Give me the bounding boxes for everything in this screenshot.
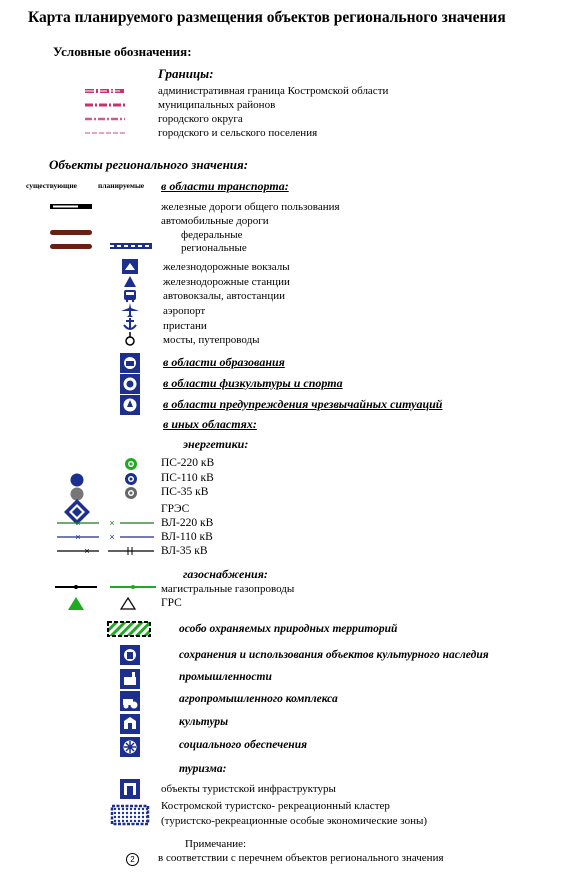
agro-icon — [120, 691, 140, 711]
gas-pipe-label: магистральные газопроводы — [161, 583, 295, 595]
gas-pipe-planned-line — [110, 584, 156, 590]
tourism-cluster-symbol — [109, 803, 151, 827]
gas-pipe-existing-line — [55, 584, 97, 590]
ps110-existing-icon — [70, 473, 84, 487]
protected-area-symbol — [107, 621, 151, 637]
svg-text:×: × — [109, 518, 115, 528]
social-label: социального обеспечения — [179, 739, 308, 751]
rail-stop-icon — [124, 275, 136, 287]
ps220-planned-icon — [124, 457, 138, 471]
emergency-label: в области предупреждения чрезвычайных ситуаций — [163, 397, 443, 411]
vl35-planned-line — [108, 546, 154, 556]
roads-label: автомобильные дороги — [161, 215, 269, 227]
heritage-label: сохранения и использования объектов культурного наследия — [179, 649, 489, 661]
note-text: в соответствии с перечнем объектов регионального значения — [158, 852, 444, 864]
culture-label: культуры — [179, 716, 229, 728]
agro-label: агропромышленного комплекса — [179, 693, 338, 705]
svg-text:×: × — [75, 532, 81, 542]
tourism-infra-label: объекты туристской инфраструктуры — [161, 783, 336, 795]
bus-station-icon — [124, 290, 136, 302]
border-city-label: городского округа — [158, 113, 243, 125]
airport-label: аэропорт — [163, 305, 206, 317]
border-settlement-label: городского и сельского поселения — [158, 127, 318, 139]
page-title: Карта планируемого размещения объектов регионального значения — [28, 9, 506, 26]
rail-station-icon — [122, 259, 138, 274]
border-line-city — [85, 116, 125, 122]
sport-label: в области физкультуры и спорта — [163, 376, 343, 390]
borders-heading: Границы: — [158, 66, 214, 81]
svg-text:×: × — [84, 546, 90, 556]
federal-road-label: федеральные — [181, 229, 243, 241]
federal-road-symbol — [50, 230, 92, 236]
vl220-label: ВЛ-220 кВ — [161, 517, 214, 529]
vl110-existing-line — [57, 532, 99, 542]
vl220-existing-line — [57, 518, 99, 528]
tourism-cluster-sublabel: (туристско-рекреационные особые экономические зоны) — [161, 815, 428, 827]
pier-label: пристани — [163, 320, 207, 332]
bus-station-label: автовокзалы, автостанции — [163, 290, 285, 302]
bridge-label: мосты, путепроводы — [163, 334, 260, 346]
svg-text:×: × — [109, 532, 115, 542]
tourism-heading: туризма: — [179, 763, 227, 775]
column-planned: планируемые — [98, 181, 145, 190]
border-line-district — [85, 102, 125, 108]
ps110-label: ПС-110 кВ — [161, 472, 214, 484]
transport-heading: в области транспорта: — [161, 179, 289, 193]
education-label: в области образования — [163, 355, 285, 369]
note-heading: Примечание: — [185, 838, 247, 850]
column-existing: существующие — [26, 181, 78, 190]
social-icon — [120, 737, 140, 757]
airport-icon — [121, 303, 139, 317]
ps110-planned-icon — [124, 472, 138, 486]
rail-stop-label: железнодорожные станции — [163, 276, 290, 288]
ps220-label: ПС-220 кВ — [161, 457, 215, 469]
emergency-icon — [120, 395, 140, 415]
energy-heading: энергетики: — [183, 437, 249, 451]
regional-road-existing-symbol — [50, 244, 92, 250]
grs-existing-icon — [68, 597, 84, 610]
culture-icon — [120, 714, 140, 734]
sport-icon — [120, 374, 140, 394]
grs-planned-icon — [120, 597, 136, 610]
svg-text:×: × — [75, 518, 81, 528]
border-line-oblast — [85, 88, 125, 94]
ps35-planned-icon — [124, 486, 138, 500]
border-district-label: муниципальных районов — [158, 99, 276, 111]
grs-label: ГРС — [161, 597, 182, 609]
ps35-label: ПС-35 кВ — [161, 486, 209, 498]
gres-label: ГРЭС — [161, 503, 190, 515]
pier-icon — [123, 317, 137, 331]
bridge-icon — [124, 332, 136, 346]
border-oblast-label: административная граница Костромской области — [158, 85, 389, 97]
heritage-icon — [120, 645, 140, 665]
railway-symbol — [50, 203, 92, 211]
education-icon — [120, 353, 140, 373]
other-heading: в иных областях: — [163, 417, 257, 431]
vl35-existing-line — [57, 546, 99, 556]
rail-station-label: железнодорожные вокзалы — [163, 261, 290, 273]
vl110-label: ВЛ-110 кВ — [161, 531, 213, 543]
protected-area-label: особо охраняемых природных территорий — [179, 623, 398, 635]
gas-heading: газоснабжения: — [183, 567, 268, 581]
industry-icon — [120, 669, 140, 689]
note-marker-icon: 2 — [126, 853, 139, 866]
vl220-planned-line — [108, 518, 154, 528]
border-line-settlement — [85, 130, 125, 136]
industry-label: промышленности — [179, 671, 272, 683]
tourism-infra-icon — [120, 779, 140, 799]
railway-label: железные дороги общего пользования — [161, 201, 340, 213]
vl35-label: ВЛ-35 кВ — [161, 545, 208, 557]
legend-heading: Условные обозначения: — [53, 44, 192, 59]
regional-road-label: региональные — [181, 242, 247, 254]
regional-road-planned-symbol — [110, 243, 152, 250]
regional-heading: Объекты регионального значения: — [49, 157, 249, 172]
vl110-planned-line — [108, 532, 154, 542]
tourism-cluster-label: Костромской туристско- рекреационный кластер — [161, 800, 390, 812]
